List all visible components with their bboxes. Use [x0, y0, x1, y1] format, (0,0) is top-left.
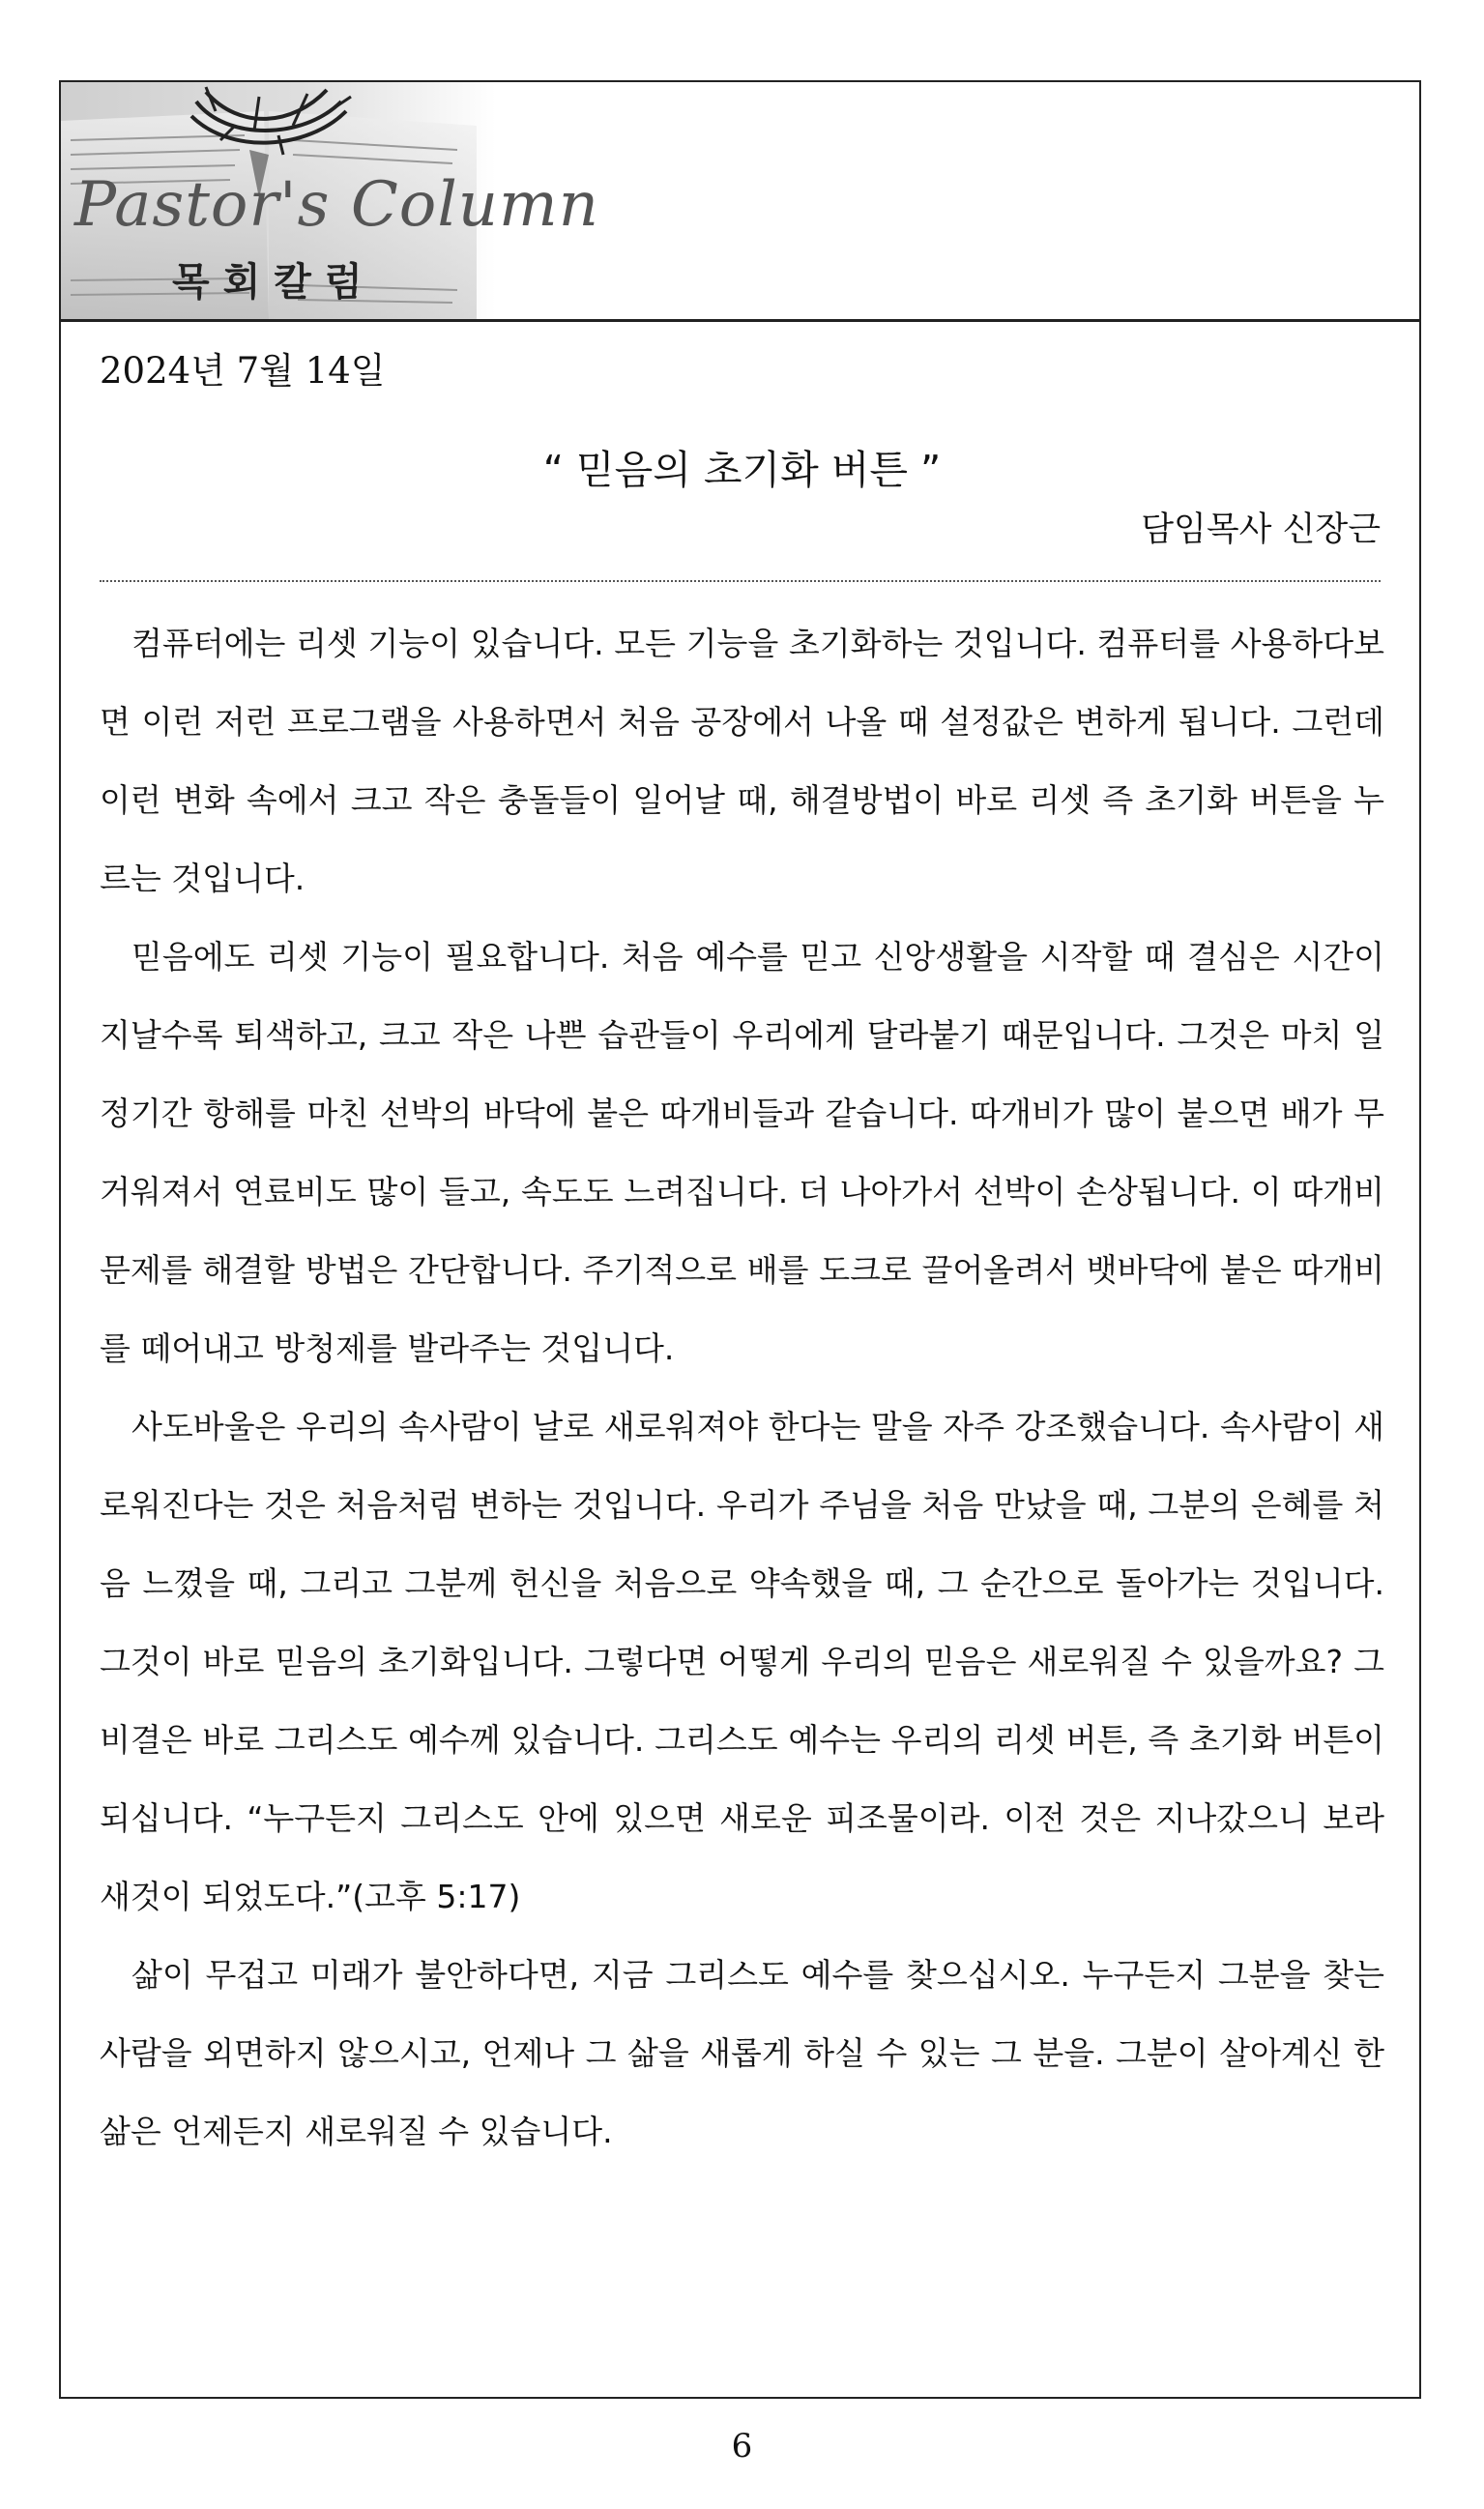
column-body	[100, 604, 1384, 2171]
page-number: 6	[731, 2427, 753, 2465]
column-header	[61, 82, 1419, 322]
dotted-divider	[100, 580, 1381, 582]
paragraph: 컴퓨터에는 리셋 기능이 있습니다. 모든 기능을 초기화하는 것입니다. 컴퓨터를 사용하다보면 이런 저런 프로그램을 사용하면서 처음 공장에서 나올 때 설정값은 변하게 됩니다. 그런데 이런 변화 속에서 크고 작은 충돌들이 일어날 때, 해결방법이 바로 리셋 즉 초기화 버튼을 누르는 것입니다.	[100, 625, 1384, 897]
column-date: 2024년 7월 14일	[100, 350, 386, 392]
paragraph: 믿음에도 리셋 기능이 필요합니다. 처음 예수를 믿고 신앙생활을 시작할 때 결심은 시간이 지날수록 퇴색하고, 크고 작은 나쁜 습관들이 우리에게 달라붙기 때문입니다. 그것은 마치 일정기간 항해를 마친 선박의 바닥에 붙은 따개비들과 같습니다. 따개비가 많이 붙으면 배가 무거워져서 연료비도 많이 들고, 속도도 느려집니다. 더 나아가서 선박이 손상됩니다. 이 따개비 문제를 해결할 방법은 간단합니다. 주기적으로 배를 도크로 끌어올려서 뱃바닥에 붙은 따개비를 떼어내고 방청제를 발라주는 것입니다.	[100, 938, 1384, 1367]
column-author: 담임목사 신장근	[1141, 511, 1381, 549]
paragraph: 사도바울은 우리의 속사람이 날로 새로워져야 한다는 말을 자주 강조했습니다. 속사람이 새로워진다는 것은 처음처럼 변하는 것입니다. 우리가 주님을 처음 만났을 때, 그분의 은혜를 처음 느꼈을 때, 그리고 그분께 헌신을 처음으로 약속했을 때, 그 순간으로 돌아가는 것입니다. 그것이 바로 믿음의 초기화입니다. 그렇다면 어떻게 우리의 믿음은 새로워질 수 있을까요? 그 비결은 바로 그리스도 예수께 있습니다. 그리스도 예수는 우리의 리셋 버튼, 즉 초기화 버튼이 되십니다. “누구든지 그리스도 안에 있으면 새로운 피조물이라. 이전 것은 지나갔으니 보라 새것이 되었도다.”(고후 5:17)	[100, 1408, 1384, 1915]
page-frame	[59, 80, 1421, 2399]
masthead-subtitle: 목회칼럼	[172, 260, 376, 305]
masthead-title: Pastor's Column	[74, 169, 599, 241]
column-title: “ 믿음의 초기화 버튼 ”	[542, 447, 942, 493]
paragraph: 삶이 무겁고 미래가 불안하다면, 지금 그리스도 예수를 찾으십시오. 누구든지 그분을 찾는 사람을 외면하지 않으시고, 언제나 그 삶을 새롭게 하실 수 있는 그 분을. 그분이 살아계신 한 삶은 언제든지 새로워질 수 있습니다.	[100, 1956, 1384, 2150]
